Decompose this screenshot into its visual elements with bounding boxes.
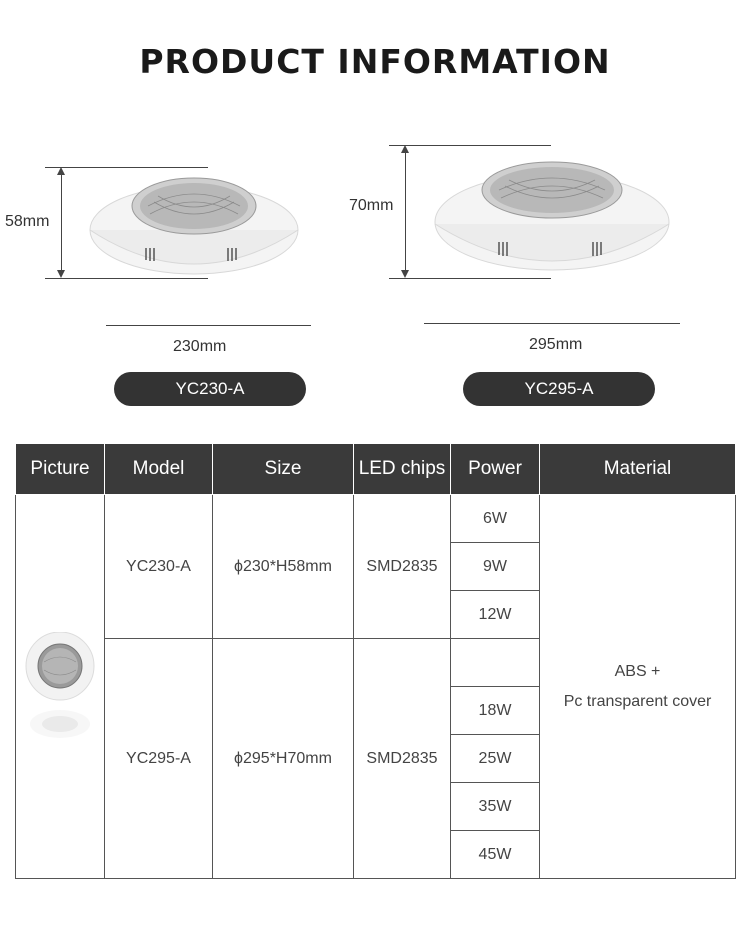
material-line-2: Pc transparent cover <box>563 692 712 710</box>
power-cell: 12W <box>451 591 540 639</box>
height-arrow-line <box>61 170 62 276</box>
pool-light-yc230-image <box>88 168 300 280</box>
model-badge-yc230: YC230-A <box>114 372 306 406</box>
table-row <box>16 495 736 543</box>
width-label: 230mm <box>173 338 227 355</box>
size-cell: ϕ295*H70mm <box>213 639 354 879</box>
width-dimension-line <box>424 323 680 324</box>
power-cell: 45W <box>451 831 540 879</box>
power-cell <box>451 639 540 687</box>
header-power: Power <box>451 444 540 495</box>
product-thumbnail-image <box>22 632 98 742</box>
power-cell: 35W <box>451 783 540 831</box>
table-header-row <box>16 444 736 495</box>
page-title: PRODUCT INFORMATION <box>139 42 611 81</box>
chips-cell: SMD2835 <box>354 495 451 639</box>
width-dimension-line <box>106 325 311 326</box>
spec-table <box>15 443 736 879</box>
header-model: Model <box>105 444 213 495</box>
height-label: 58mm <box>5 213 50 230</box>
height-arrow-line <box>405 148 406 276</box>
header-material: Material <box>540 444 736 495</box>
model-cell: YC230-A <box>105 495 213 639</box>
header-size: Size <box>213 444 354 495</box>
model-badge-yc295: YC295-A <box>463 372 655 406</box>
pool-light-yc295-image <box>433 158 671 280</box>
header-led-chips: LED chips <box>354 444 451 495</box>
arrow-down-icon <box>57 270 65 278</box>
power-cell: 25W <box>451 735 540 783</box>
power-cell: 9W <box>451 543 540 591</box>
arrow-up-icon <box>401 145 409 153</box>
arrow-up-icon <box>57 167 65 175</box>
material-line-1: ABS + <box>614 662 661 680</box>
top-dimension-line <box>389 145 551 146</box>
material-cell <box>540 495 736 879</box>
header-picture: Picture <box>16 444 105 495</box>
power-cell: 18W <box>451 687 540 735</box>
model-cell: YC295-A <box>105 639 213 879</box>
power-cell: 6W <box>451 495 540 543</box>
arrow-down-icon <box>401 270 409 278</box>
picture-cell <box>16 495 105 879</box>
width-label: 295mm <box>529 336 583 353</box>
size-cell: ϕ230*H58mm <box>213 495 354 639</box>
height-label: 70mm <box>349 197 394 214</box>
chips-cell: SMD2835 <box>354 639 451 879</box>
